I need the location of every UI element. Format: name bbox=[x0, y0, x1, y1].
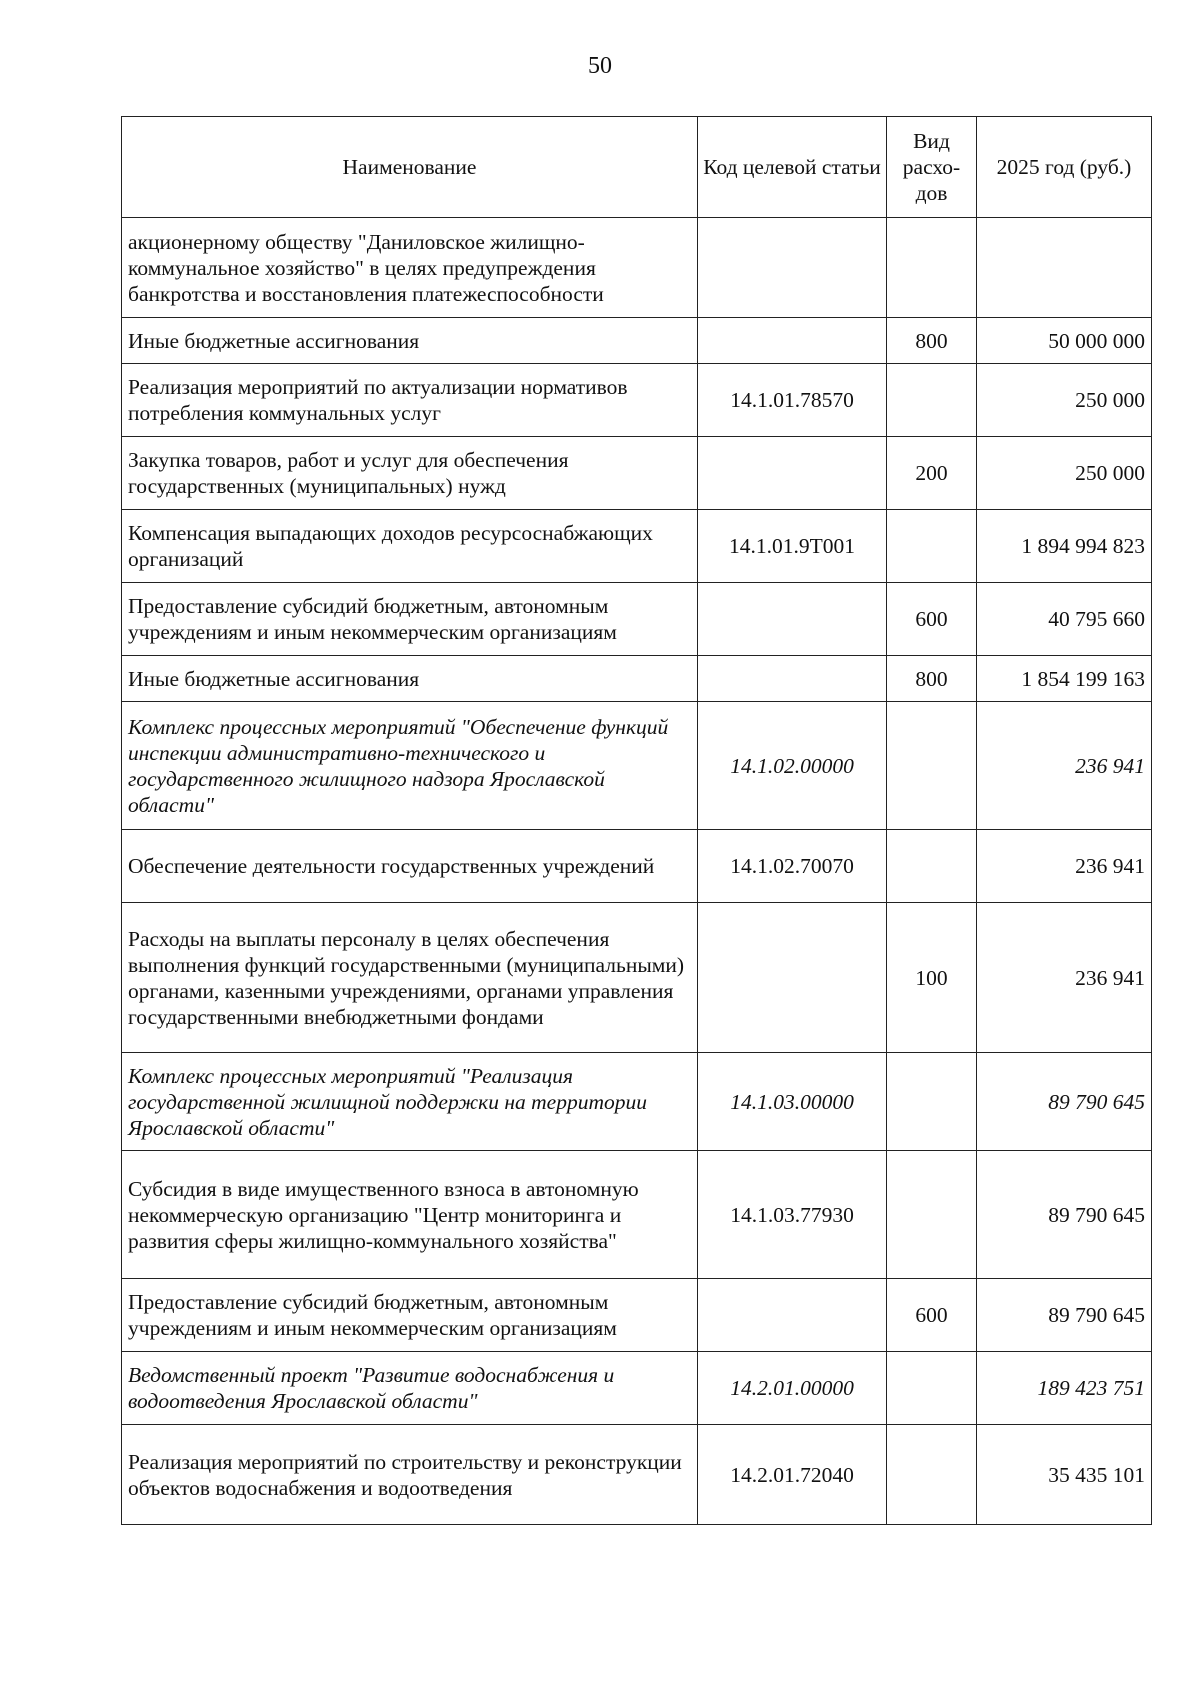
cell-amount: 250 000 bbox=[977, 437, 1152, 510]
page-number: 50 bbox=[588, 53, 612, 79]
cell-expense-type: 600 bbox=[887, 1279, 977, 1352]
cell-target-code: 14.1.02.00000 bbox=[698, 702, 887, 830]
cell-target-code: 14.1.03.77930 bbox=[698, 1151, 887, 1279]
cell-name: Предоставление субсидий бюджетным, автономным учреждениям и иным некоммерческим организациям bbox=[122, 583, 698, 656]
table-row bbox=[122, 218, 1152, 318]
cell-name: Комплекс процессных мероприятий "Реализация государственной жилищной поддержки на территории Ярославской области" bbox=[122, 1053, 698, 1151]
table-row bbox=[122, 830, 1152, 903]
cell-target-code bbox=[698, 1279, 887, 1352]
table-row bbox=[122, 1425, 1152, 1525]
table-row bbox=[122, 903, 1152, 1053]
cell-amount bbox=[977, 218, 1152, 318]
cell-target-code: 14.2.01.00000 bbox=[698, 1352, 887, 1425]
table-row bbox=[122, 1352, 1152, 1425]
cell-amount: 35 435 101 bbox=[977, 1425, 1152, 1525]
table-row bbox=[122, 1151, 1152, 1279]
cell-expense-type bbox=[887, 218, 977, 318]
table-row bbox=[122, 437, 1152, 510]
cell-name: акционерному обществу "Даниловское жилищно-коммунальное хозяйство" в целях предупреждения банкротства и восстановления платежеспособности bbox=[122, 218, 698, 318]
table-row bbox=[122, 656, 1152, 702]
cell-expense-type bbox=[887, 830, 977, 903]
cell-target-code bbox=[698, 656, 887, 702]
cell-expense-type bbox=[887, 364, 977, 437]
budget-table bbox=[121, 116, 1152, 1525]
cell-name: Субсидия в виде имущественного взноса в автономную некоммерческую организацию "Центр мониторинга и развития сферы жилищно-коммунального хозяйства" bbox=[122, 1151, 698, 1279]
cell-expense-type: 600 bbox=[887, 583, 977, 656]
cell-expense-type bbox=[887, 1151, 977, 1279]
cell-name: Комплекс процессных мероприятий "Обеспечение функций инспекции административно-технического и государственного жилищного надзора Ярославской области" bbox=[122, 702, 698, 830]
cell-amount: 189 423 751 bbox=[977, 1352, 1152, 1425]
cell-expense-type: 800 bbox=[887, 318, 977, 364]
cell-name: Обеспечение деятельности государственных учреждений bbox=[122, 830, 698, 903]
cell-name: Закупка товаров, работ и услуг для обеспечения государственных (муниципальных) нужд bbox=[122, 437, 698, 510]
cell-amount: 236 941 bbox=[977, 830, 1152, 903]
cell-target-code: 14.1.02.70070 bbox=[698, 830, 887, 903]
cell-name: Расходы на выплаты персоналу в целях обеспечения выполнения функций государственными (муниципальными) органами, казенными учреждениями, органами управления государственными внебюджетными фондами bbox=[122, 903, 698, 1053]
cell-name: Реализация мероприятий по актуализации нормативов потребления коммунальных услуг bbox=[122, 364, 698, 437]
table-row bbox=[122, 510, 1152, 583]
cell-amount: 236 941 bbox=[977, 702, 1152, 830]
cell-amount: 89 790 645 bbox=[977, 1279, 1152, 1352]
cell-expense-type: 800 bbox=[887, 656, 977, 702]
cell-amount: 236 941 bbox=[977, 903, 1152, 1053]
cell-amount: 50 000 000 bbox=[977, 318, 1152, 364]
cell-name: Предоставление субсидий бюджетным, автономным учреждениям и иным некоммерческим организациям bbox=[122, 1279, 698, 1352]
cell-name: Иные бюджетные ассигнования bbox=[122, 318, 698, 364]
table-row bbox=[122, 318, 1152, 364]
cell-target-code: 14.1.01.78570 bbox=[698, 364, 887, 437]
cell-expense-type bbox=[887, 1053, 977, 1151]
table-row bbox=[122, 364, 1152, 437]
cell-expense-type: 100 bbox=[887, 903, 977, 1053]
table-header-row bbox=[122, 117, 1152, 218]
table-row bbox=[122, 1053, 1152, 1151]
cell-name: Ведомственный проект "Развитие водоснабжения и водоотведения Ярославской области" bbox=[122, 1352, 698, 1425]
cell-amount: 1 854 199 163 bbox=[977, 656, 1152, 702]
cell-expense-type bbox=[887, 1352, 977, 1425]
table-row bbox=[122, 583, 1152, 656]
table-row bbox=[122, 1279, 1152, 1352]
header-name: Наименование bbox=[122, 117, 698, 218]
table-body bbox=[122, 218, 1152, 1525]
cell-target-code bbox=[698, 583, 887, 656]
cell-expense-type bbox=[887, 702, 977, 830]
cell-name: Реализация мероприятий по строительству и реконструкции объектов водоснабжения и водоотведения bbox=[122, 1425, 698, 1525]
cell-amount: 250 000 bbox=[977, 364, 1152, 437]
header-code: Код целевой статьи bbox=[698, 117, 887, 218]
cell-expense-type bbox=[887, 1425, 977, 1525]
cell-amount: 89 790 645 bbox=[977, 1151, 1152, 1279]
cell-target-code bbox=[698, 437, 887, 510]
cell-target-code: 14.1.03.00000 bbox=[698, 1053, 887, 1151]
cell-amount: 1 894 994 823 bbox=[977, 510, 1152, 583]
cell-name: Иные бюджетные ассигнования bbox=[122, 656, 698, 702]
cell-target-code bbox=[698, 318, 887, 364]
cell-amount: 89 790 645 bbox=[977, 1053, 1152, 1151]
cell-target-code bbox=[698, 903, 887, 1053]
cell-amount: 40 795 660 bbox=[977, 583, 1152, 656]
cell-target-code: 14.1.01.9Т001 bbox=[698, 510, 887, 583]
header-amount: 2025 год (руб.) bbox=[977, 117, 1152, 218]
header-expense-type: Вид расхо-дов bbox=[887, 117, 977, 218]
cell-target-code: 14.2.01.72040 bbox=[698, 1425, 887, 1525]
cell-expense-type: 200 bbox=[887, 437, 977, 510]
cell-name: Компенсация выпадающих доходов ресурсоснабжающих организаций bbox=[122, 510, 698, 583]
cell-expense-type bbox=[887, 510, 977, 583]
cell-target-code bbox=[698, 218, 887, 318]
table-row bbox=[122, 702, 1152, 830]
